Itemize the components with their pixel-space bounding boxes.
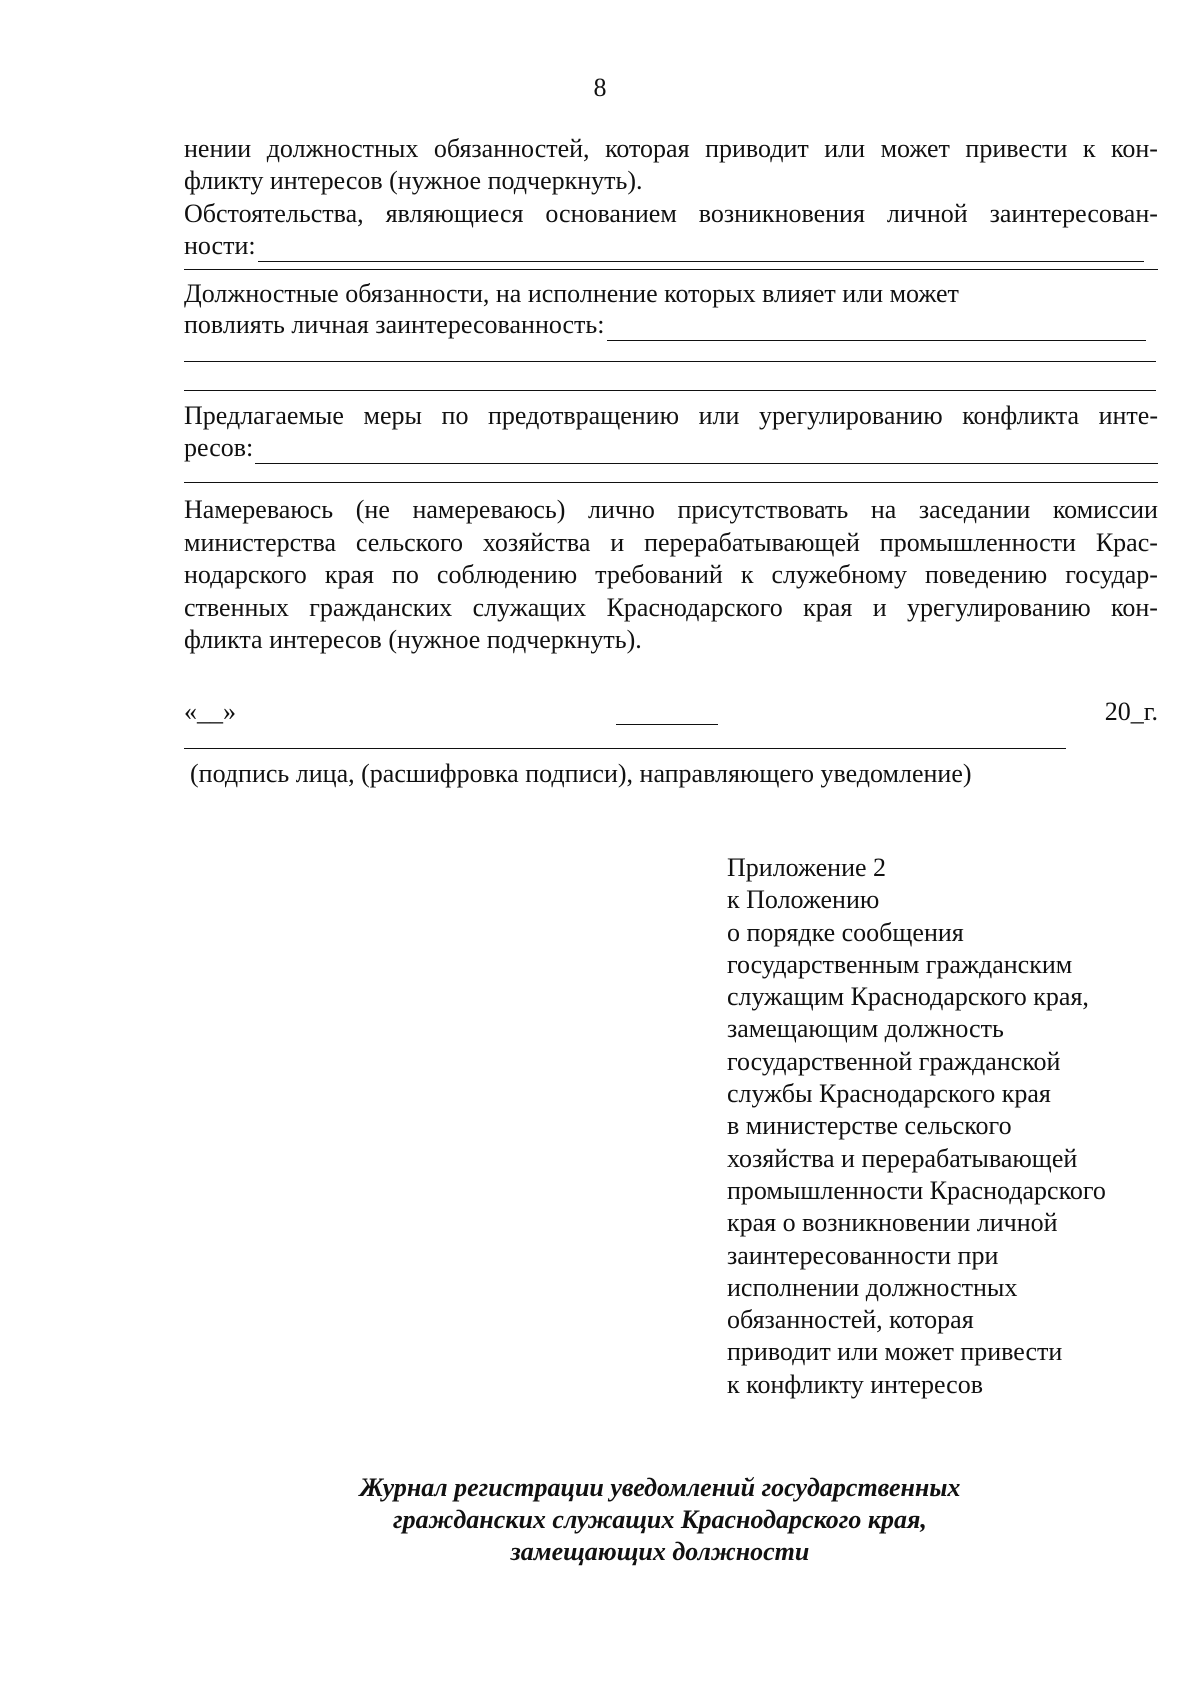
word: (не (355, 495, 390, 524)
blank-line[interactable] (184, 269, 1158, 270)
blank-line[interactable] (184, 390, 1156, 391)
journal-title-line-1: Журнал регистрации уведомлений государственных (359, 1473, 961, 1502)
word: кон- (1111, 134, 1158, 163)
appendix-line: в министерстве сельского (727, 1111, 1012, 1141)
word: меры (363, 401, 422, 430)
appendix-line: к конфликту интересов (727, 1369, 983, 1399)
word: и (872, 593, 887, 622)
appendix-line: замещающим должность (727, 1014, 1004, 1044)
signature-caption: (подпись лица, (расшифровка подписи), направляющего уведомление) (190, 759, 972, 788)
word: инте- (1098, 401, 1158, 430)
appendix-line: служащим Краснодарского края, (727, 982, 1089, 1012)
word: Крас- (1095, 528, 1158, 557)
word: соблюдению (436, 560, 578, 589)
word: и (610, 528, 625, 557)
word: урегулированию (758, 401, 943, 430)
date-line (184, 696, 1158, 728)
appendix-block (727, 852, 1187, 1401)
body-line-11 (184, 559, 1158, 591)
word: должностных (266, 134, 419, 163)
word: привести (965, 134, 1068, 163)
word: перерабатывающей (644, 528, 860, 557)
appendix-line: края о возникновении личной (727, 1208, 1058, 1238)
signature-line[interactable] (184, 748, 1066, 749)
body-line-7 (184, 400, 1158, 432)
duties-blank[interactable] (607, 315, 1147, 341)
word: заседании (918, 495, 1031, 524)
word: требований (595, 560, 723, 589)
word: хозяйства (482, 528, 591, 557)
word: Краснодарского (606, 593, 783, 622)
word: кон- (1111, 593, 1158, 622)
date-day-field[interactable]: «__» (184, 697, 236, 726)
page-number: 8 (593, 73, 607, 102)
appendix-line: службы Краснодарского края (727, 1079, 1051, 1109)
word: промышленности (879, 528, 1076, 557)
word: личной (886, 199, 968, 228)
word: Предлагаемые (184, 401, 344, 430)
word: обязанностей, (433, 134, 590, 163)
blank-line[interactable] (184, 361, 1156, 362)
word: или (698, 401, 740, 430)
body-line-2: фликту интересов (нужное подчеркнуть). (184, 166, 643, 195)
body-line-1 (184, 133, 1158, 165)
body-line-5: Должностные обязанности, на исполнение которых влияет или может (184, 279, 959, 308)
word: ственных (184, 593, 289, 622)
body-line-10 (184, 527, 1158, 559)
measures-field[interactable] (184, 432, 1158, 464)
word: служащих (472, 593, 587, 622)
journal-title-line-3: замещающих должности (510, 1537, 810, 1566)
word: на (870, 495, 897, 524)
date-year-field[interactable]: 20_г. (1104, 697, 1158, 726)
word: намереваюсь) (412, 495, 566, 524)
appendix-line: о порядке сообщения (727, 917, 964, 947)
word: поведению (924, 560, 1048, 589)
word: урегулированию (906, 593, 1091, 622)
word: нении (184, 134, 252, 163)
word: заинтересован- (989, 199, 1158, 228)
appendix-line: хозяйства и перерабатывающей (727, 1143, 1078, 1173)
word: по (391, 560, 419, 589)
word: может (880, 134, 950, 163)
word: сельского (355, 528, 463, 557)
measures-label: ресов: (184, 433, 254, 462)
word: возникновения (698, 199, 865, 228)
word: являющиеся (385, 199, 524, 228)
appendix-line: к Положению (727, 885, 880, 915)
measures-blank[interactable] (255, 438, 1158, 464)
circumstances-blank[interactable] (258, 236, 1144, 262)
duties-label: повлиять личная заинтересованность: (184, 310, 605, 339)
word: предотвращению (488, 401, 680, 430)
appendix-line: Приложение 2 (727, 853, 887, 882)
word: комиссии (1052, 495, 1158, 524)
word: присутствовать (677, 495, 849, 524)
word: нодарского (184, 560, 307, 589)
word: к (740, 560, 754, 589)
word: лично (588, 495, 655, 524)
word: Намереваюсь (184, 495, 334, 524)
word: к (1082, 134, 1096, 163)
appendix-line: государственной гражданской (727, 1046, 1061, 1076)
body-line-12 (184, 592, 1158, 624)
word: по (441, 401, 469, 430)
date-month-blank[interactable] (616, 700, 718, 725)
word: края (324, 560, 374, 589)
circumstances-field[interactable] (184, 230, 1144, 262)
body-line-9 (184, 494, 1158, 526)
duties-field[interactable] (184, 309, 1146, 341)
appendix-line: промышленности Краснодарского (727, 1175, 1106, 1205)
word: государ- (1065, 560, 1158, 589)
word: гражданских (309, 593, 453, 622)
word: которая (605, 134, 690, 163)
word: основанием (545, 199, 677, 228)
appendix-line: исполнении должностных (727, 1272, 1018, 1302)
word: конфликта (962, 401, 1080, 430)
circumstances-label: ности: (184, 231, 256, 260)
body-line-3 (184, 198, 1158, 230)
blank-line[interactable] (184, 482, 1158, 483)
word: приводит (705, 134, 809, 163)
word: края (803, 593, 853, 622)
journal-title-line-2: гражданских служащих Краснодарского края, (393, 1505, 927, 1534)
word: Обстоятельства, (184, 199, 364, 228)
word: или (824, 134, 866, 163)
body-line-13: фликта интересов (нужное подчеркнуть). (184, 625, 642, 654)
appendix-line: государственным гражданским (727, 949, 1073, 979)
word: служебному (771, 560, 907, 589)
word: министерства (184, 528, 337, 557)
appendix-line: заинтересованности при (727, 1240, 999, 1270)
appendix-line: обязанностей, которая (727, 1305, 974, 1335)
appendix-line: приводит или может привести (727, 1337, 1063, 1367)
